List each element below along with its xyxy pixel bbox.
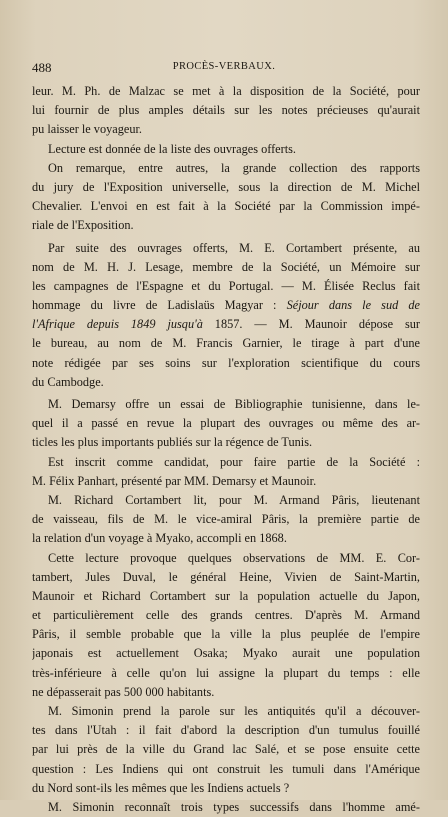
line-text: et particulièrement celle des grands centres. D'après M. Armand bbox=[32, 608, 420, 623]
text-line bbox=[32, 373, 420, 392]
text-line bbox=[32, 549, 420, 568]
text-line bbox=[32, 239, 420, 258]
line-text: Cette lecture provoque quelques observations de MM. E. Cor- bbox=[48, 550, 420, 565]
line-text: de vaisseau, fils de M. le vice-amiral Pâris, la première partie de bbox=[32, 512, 420, 527]
italic-title: Séjour dans le sud de bbox=[286, 298, 420, 313]
line-text: Maunoir et Richard Cortambert sur la population actuelle du Japon, bbox=[32, 588, 420, 603]
text-line bbox=[32, 625, 420, 644]
text-line bbox=[32, 568, 420, 587]
text-line bbox=[32, 315, 420, 334]
italic-title: l'Afrique depuis 1849 jusqu'à bbox=[32, 317, 203, 332]
line-text: nom de M. H. J. Lesage, membre de la Société, un Mémoire sur bbox=[32, 259, 420, 274]
line-text: tambert, Jules Duval, le général Heine, Vivien de Saint-Martin, bbox=[32, 569, 420, 584]
line-text: du Nord sont-ils les mêmes que les Indiens actuels ? bbox=[32, 780, 290, 795]
text-line bbox=[32, 258, 420, 277]
line-text: le bureau, au nom de M. Francis Garnier, le tirage à part d'une bbox=[32, 336, 420, 351]
line-text: ticles les plus importants publiés sur la régence de Tunis. bbox=[32, 435, 313, 450]
text-line bbox=[32, 277, 420, 296]
text-line bbox=[32, 140, 420, 159]
line-text: M. Félix Panhart, présenté par MM. Demarsy et Maunoir. bbox=[32, 473, 317, 488]
line-text: Pâris, il semble probable que la ville la plus peuplée de l'empire bbox=[32, 627, 420, 642]
page-header bbox=[32, 60, 416, 76]
line-text: tes dans l'Utah : il fait d'abord la description d'un tumulus fouillé bbox=[32, 723, 420, 738]
text-line bbox=[32, 414, 420, 433]
text-line bbox=[32, 453, 420, 472]
text-line bbox=[32, 606, 420, 625]
line-text: hommage du livre de Ladislaüs Magyar : bbox=[32, 298, 287, 313]
text-line bbox=[32, 395, 420, 414]
line-text: 1857. — M. Maunoir dépose sur bbox=[202, 317, 420, 332]
running-head: PROCÈS-VERBAUX. bbox=[172, 61, 276, 72]
line-text: les campagnes de l'Espagne et du Portugal. — M. Élisée Reclus fait bbox=[32, 278, 420, 293]
line-text: Lecture est donnée de la liste des ouvrages offerts. bbox=[48, 141, 297, 156]
line-text: du jury de l'Exposition universelle, sous la direction de M. Michel bbox=[32, 179, 420, 194]
line-text: par lui près de la ville du Grand lac Salé, et se pose ensuite cette bbox=[32, 742, 420, 757]
text-line bbox=[32, 779, 420, 798]
text-line bbox=[32, 529, 420, 548]
text-line bbox=[32, 721, 420, 740]
text-line bbox=[32, 197, 420, 216]
text-line bbox=[32, 433, 420, 452]
text-line bbox=[32, 644, 420, 663]
line-text: M. Demarsy offre un essai de Bibliographie tunisienne, dans le- bbox=[48, 397, 420, 411]
page-number: 488 bbox=[32, 60, 52, 75]
text-line bbox=[32, 472, 420, 491]
line-text: question : Les Indiens qui ont construit les tumuli dans l'Amérique bbox=[32, 761, 420, 776]
line-text: Par suite des ouvrages offerts, M. E. Cortambert présente, au bbox=[48, 240, 420, 255]
text-line bbox=[32, 510, 420, 529]
line-text: On remarque, entre autres, la grande collection des rapports bbox=[48, 160, 420, 175]
line-text: M. Simonin reconnaît trois types successifs dans l'homme amé- bbox=[48, 799, 420, 814]
text-line bbox=[32, 101, 420, 120]
line-text: M. Richard Cortambert lit, pour M. Armand Pâris, lieutenant bbox=[48, 492, 420, 507]
line-text: du Cambodge. bbox=[32, 374, 104, 389]
line-text: riale de l'Exposition. bbox=[32, 218, 134, 233]
line-text: ne dépasserait pas 500 000 habitants. bbox=[32, 684, 215, 699]
text-line bbox=[32, 354, 420, 373]
line-text: pu laisser le voyageur. bbox=[32, 122, 142, 137]
body-text bbox=[32, 82, 420, 817]
text-line bbox=[32, 760, 420, 779]
text-line bbox=[32, 82, 420, 101]
text-line bbox=[32, 296, 420, 315]
text-line bbox=[32, 702, 420, 721]
line-text: lui fournir de plus amples détails sur les notes précieuses qu'aurait bbox=[32, 103, 420, 118]
text-line bbox=[32, 491, 420, 510]
line-text: M. Simonin prend la parole sur les antiquités qu'il a découver- bbox=[48, 704, 420, 718]
text-line bbox=[32, 664, 420, 683]
text-line bbox=[32, 587, 420, 606]
text-line bbox=[32, 120, 420, 139]
line-text: leur. M. Ph. de Malzac se met à la disposition de la Société, pour bbox=[32, 84, 420, 98]
line-text: Est inscrit comme candidat, pour faire partie de la Société : bbox=[48, 454, 420, 469]
line-text: très-inférieure à celle qu'on lui assigne la plupart du temps : elle bbox=[32, 665, 420, 680]
text-line bbox=[32, 798, 420, 817]
line-text: quel il a passé en revue la plupart des ouvrages ou même des ar- bbox=[32, 416, 420, 431]
text-line bbox=[32, 683, 420, 702]
text-line bbox=[32, 159, 420, 178]
text-line bbox=[32, 178, 420, 197]
line-text: note rédigée par ses soins sur l'exploration scientifique du cours bbox=[32, 355, 420, 370]
line-text: Chevalier. L'envoi en est fait à la Société par la Commission impé- bbox=[32, 199, 420, 214]
text-line bbox=[32, 740, 420, 759]
text-line bbox=[32, 334, 420, 353]
line-text: japonais est actuellement Osaka; Myako aurait une population bbox=[32, 646, 420, 661]
text-line bbox=[32, 216, 420, 235]
line-text: la relation d'un voyage à Myako, accompli en 1868. bbox=[32, 531, 287, 546]
